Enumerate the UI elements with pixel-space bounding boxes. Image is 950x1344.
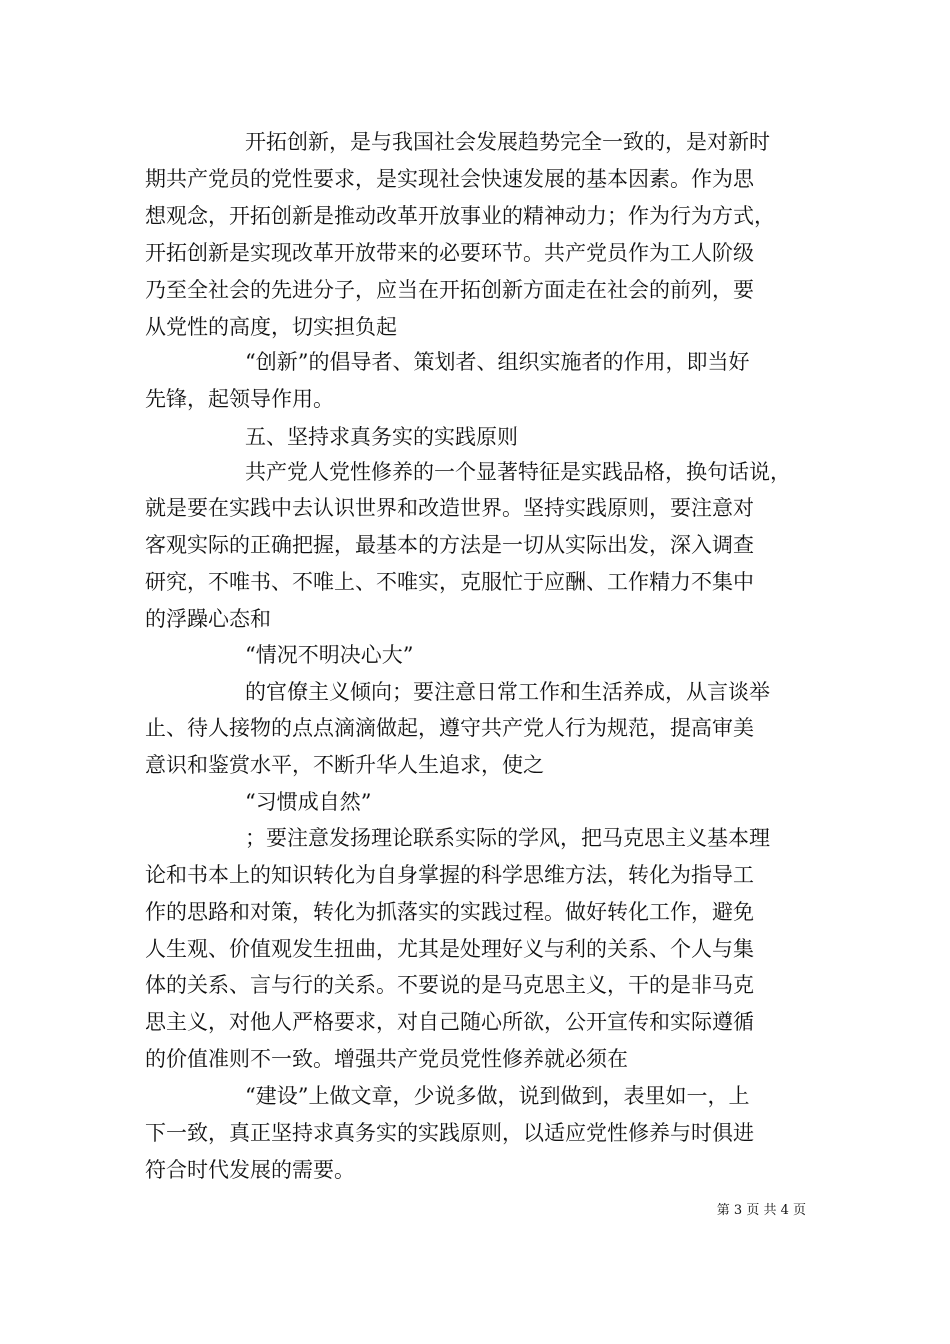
text-line: “情况不明决心大” (245, 643, 414, 667)
text-line: 的浮躁心态和 (145, 607, 271, 631)
text-line: 的价值准则不一致。增强共产党员党性修养就必须在 (145, 1047, 628, 1071)
text-line: 意识和鉴赏水平，不断升华人生追求，使之 (145, 753, 544, 777)
text-line: 乃至全社会的先进分子，应当在开拓创新方面走在社会的前列，要 (145, 278, 754, 302)
text-line: 下一致，真正坚持求真务实的实践原则，以适应党性修养与时俱进 (145, 1121, 754, 1145)
text-line: “习惯成自然” (245, 790, 372, 814)
text-line: 想观念，开拓创新是推动改革开放事业的精神动力；作为行为方式， (145, 204, 775, 228)
text-line: ；要注意发扬理论联系实际的学风，把马克思主义基本理 (245, 826, 770, 850)
text-line: 符合时代发展的需要。 (145, 1158, 355, 1182)
text-line: “创新”的倡导者、策划者、组织实施者的作用，即当好 (245, 350, 750, 374)
text-line: 的官僚主义倾向；要注意日常工作和生活养成，从言谈举 (245, 680, 770, 704)
text-line: 开拓创新，是与我国社会发展趋势完全一致的，是对新时 (245, 130, 770, 154)
text-line: 从党性的高度，切实担负起 (145, 315, 397, 339)
text-line: 止、待人接物的点点滴滴做起，遵守共产党人行为规范，提高审美 (145, 716, 754, 740)
text-line: 客观实际的正确把握，最基本的方法是一切从实际出发，深入调查 (145, 533, 754, 557)
text-line: 开拓创新是实现改革开放带来的必要环节。共产党员作为工人阶级 (145, 241, 754, 265)
text-line: 思主义，对他人严格要求，对自己随心所欲，公开宣传和实际遵循 (145, 1010, 754, 1034)
page-footer: 第 3 页 共 4 页 (716, 1203, 806, 1218)
text-line: 人生观、价值观发生扭曲，尤其是处理好义与利的关系、个人与集 (145, 937, 754, 961)
text-line: 期共产党员的党性要求，是实现社会快速发展的基本因素。作为思 (145, 167, 754, 191)
text-line: “建设”上做文章，少说多做，说到做到，表里如一，上 (245, 1084, 750, 1108)
text-line: 论和书本上的知识转化为自身掌握的科学思维方法，转化为指导工 (145, 863, 754, 887)
text-line: 作的思路和对策，转化为抓落实的实践过程。做好转化工作，避免 (145, 900, 754, 924)
text-line: 先锋，起领导作用。 (145, 387, 334, 411)
section-heading: 五、坚持求真务实的实践原则 (245, 425, 518, 449)
text-line: 共产党人党性修养的一个显著特征是实践品格，换句话说， (245, 460, 791, 484)
text-line: 就是要在实践中去认识世界和改造世界。坚持实践原则，要注意对 (145, 496, 754, 520)
text-line: 研究，不唯书、不唯上、不唯实，克服忙于应酬、工作精力不集中 (145, 570, 754, 594)
text-line: 体的关系、言与行的关系。不要说的是马克思主义，干的是非马克 (145, 973, 754, 997)
